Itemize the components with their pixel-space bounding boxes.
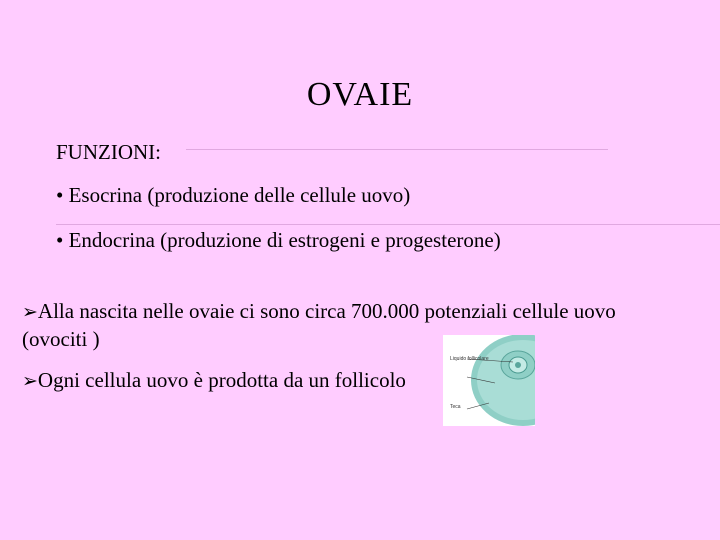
- arrow-item-text: Alla nascita nelle ovaie ci sono circa 700.000 potenziali cellule uovo (ovociti ): [22, 299, 616, 351]
- arrow-item-text: Ogni cellula uovo è prodotta da un follicolo: [37, 368, 406, 392]
- divider-line: [186, 149, 608, 150]
- figure-label: Liquido follicolare: [450, 356, 489, 362]
- follicle-drawing: [443, 335, 535, 426]
- slide-title: OVAIE: [306, 76, 414, 113]
- arrow-list-item: [22, 298, 682, 353]
- heading-text: FUNZIONI: [56, 140, 156, 164]
- arrow-list-item: [22, 367, 682, 395]
- bullet-item: • Endocrina (produzione di estrogeni e progesterone): [56, 228, 501, 252]
- bullet-item: • Esocrina (produzione delle cellule uovo): [56, 183, 411, 207]
- follicle-illustration: [443, 335, 535, 426]
- divider-line: [56, 224, 720, 225]
- section-heading: [56, 140, 161, 165]
- arrow-bullet-icon: ➢: [22, 301, 38, 323]
- heading-colon: :: [155, 140, 161, 164]
- arrow-bullet-icon: ➢: [22, 370, 38, 392]
- figure-label: Teca: [450, 404, 461, 410]
